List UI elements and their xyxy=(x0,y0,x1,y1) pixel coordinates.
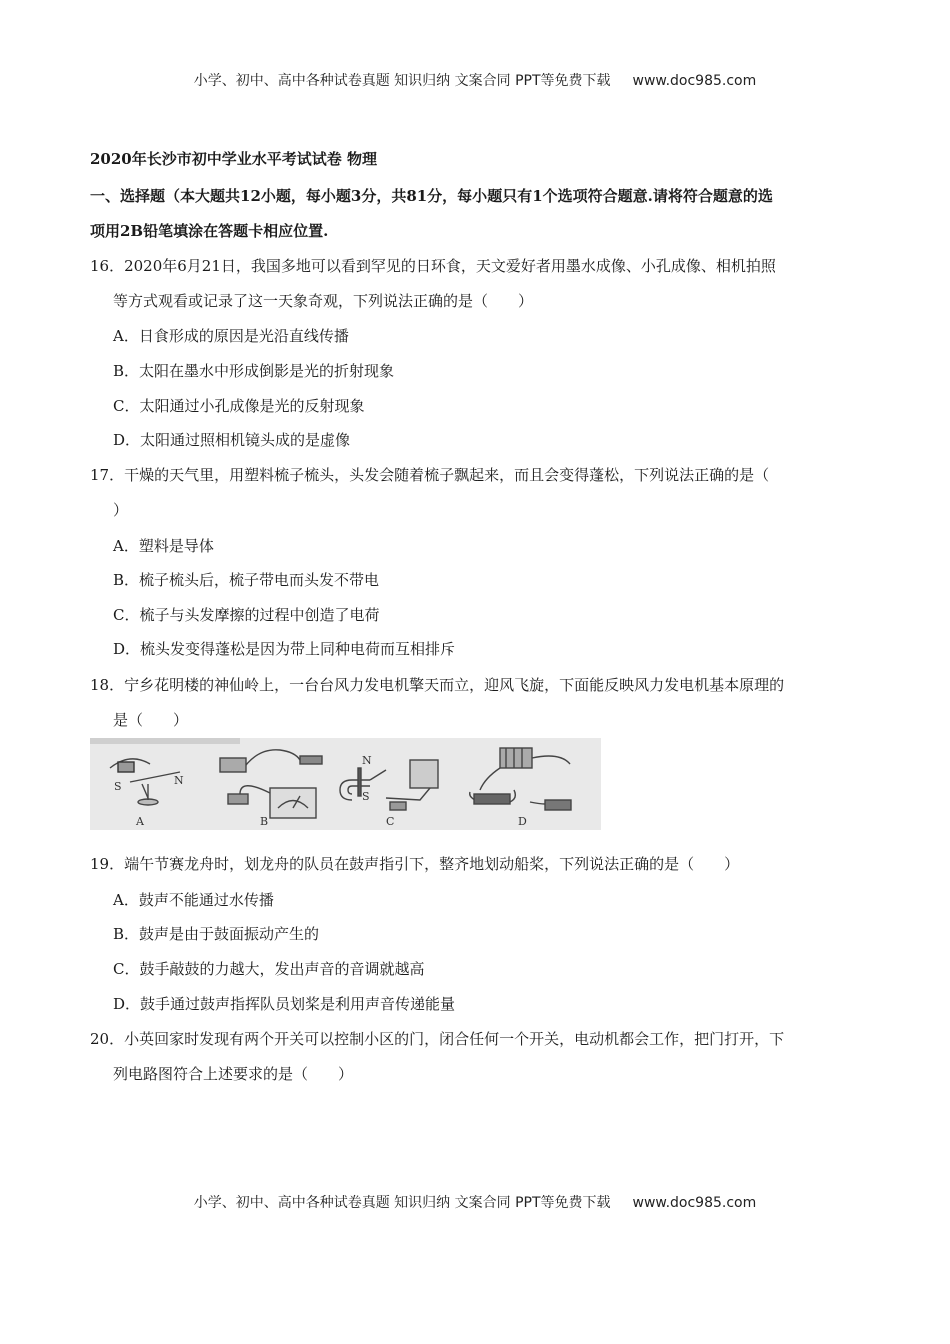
footer-site-link[interactable]: www.doc985.com xyxy=(632,1195,757,1211)
figure-label-b: B xyxy=(260,815,269,828)
figure-c-drawing xyxy=(340,760,438,810)
section-heading: 一、选择题（本大题共12小题，每小题3分，共81分，每小题只有1个选项符合题意.请将符合题意的选 xyxy=(90,187,773,205)
figure-d-drawing xyxy=(470,748,571,810)
q16-option-b: B．太阳在墨水中形成倒影是光的折射现象 xyxy=(113,362,395,380)
question-16: 16．2020年6月21日，我国多地可以看到罕见的日环食，天文爱好者用墨水成像、小孔成像、相机拍照 xyxy=(90,257,776,275)
q16-option-d: D．太阳通过照相机镜头成的是虚像 xyxy=(113,431,351,449)
question-18-cont: 是（ ） xyxy=(113,711,189,729)
question-17-cont: ） xyxy=(113,501,129,519)
q16-option-a: A．日食形成的原因是光沿直线传播 xyxy=(113,327,349,345)
header-text: 小学、初中、高中各种试卷真题 知识归纳 文案合同 PPT等免费下载 xyxy=(193,73,611,89)
fig-a-s: S xyxy=(114,780,122,793)
q17-option-b: B．梳子梳头后，梳子带电而头发不带电 xyxy=(113,571,380,589)
page-header xyxy=(0,70,950,90)
q19-option-b: B．鼓声是由于鼓面振动产生的 xyxy=(113,925,320,943)
q17-option-a: A．塑料是导体 xyxy=(113,537,214,555)
page-footer xyxy=(0,1192,950,1212)
figure-label-d: D xyxy=(518,815,527,828)
q18-figure xyxy=(90,738,601,830)
footer-text: 小学、初中、高中各种试卷真题 知识归纳 文案合同 PPT等免费下载 xyxy=(193,1195,611,1211)
fig-c-s: S xyxy=(362,790,370,803)
fig-c-n: N xyxy=(362,754,372,767)
fig-a-n: N xyxy=(174,774,184,787)
q16-option-c: C．太阳通过小孔成像是光的反射现象 xyxy=(113,397,365,415)
header-site-link[interactable]: www.doc985.com xyxy=(632,73,757,89)
question-19: 19．端午节赛龙舟时，划龙舟的队员在鼓声指引下，整齐地划动船桨，下列说法正确的是（ ） xyxy=(90,855,740,873)
figure-label-a: A xyxy=(136,815,144,828)
q18-figure-drawing xyxy=(90,738,601,830)
q19-option-a: A．鼓声不能通过水传播 xyxy=(113,891,274,909)
question-18: 18．宁乡花明楼的神仙岭上，一台台风力发电机擎天而立，迎风飞旋，下面能反映风力发电机基本原理的 xyxy=(90,676,785,694)
section-heading-cont: 项用2B铅笔填涂在答题卡相应位置. xyxy=(90,222,329,240)
q17-option-c: C．梳子与头发摩擦的过程中创造了电荷 xyxy=(113,606,380,624)
question-20: 20．小英回家时发现有两个开关可以控制小区的门，闭合任何一个开关，电动机都会工作，把门打开，下 xyxy=(90,1030,785,1048)
figure-b-drawing xyxy=(220,750,322,818)
q17-option-d: D．梳头发变得蓬松是因为带上同种电荷而互相排斥 xyxy=(113,640,456,658)
question-17: 17．干燥的天气里，用塑料梳子梳头，头发会随着梳子飘起来，而且会变得蓬松，下列说法正确的是（ xyxy=(90,466,770,484)
q19-option-c: C．鼓手敲鼓的力越大，发出声音的音调就越高 xyxy=(113,960,425,978)
question-20-cont: 列电路图符合上述要求的是（ ） xyxy=(113,1065,354,1083)
q19-option-d: D．鼓手通过鼓声指挥队员划桨是利用声音传递能量 xyxy=(113,995,456,1013)
question-16-cont: 等方式观看或记录了这一天象奇观，下列说法正确的是（ ） xyxy=(113,292,534,310)
figure-label-c: C xyxy=(386,815,395,828)
exam-title: 2020年长沙市初中学业水平考试试卷 物理 xyxy=(90,150,377,168)
